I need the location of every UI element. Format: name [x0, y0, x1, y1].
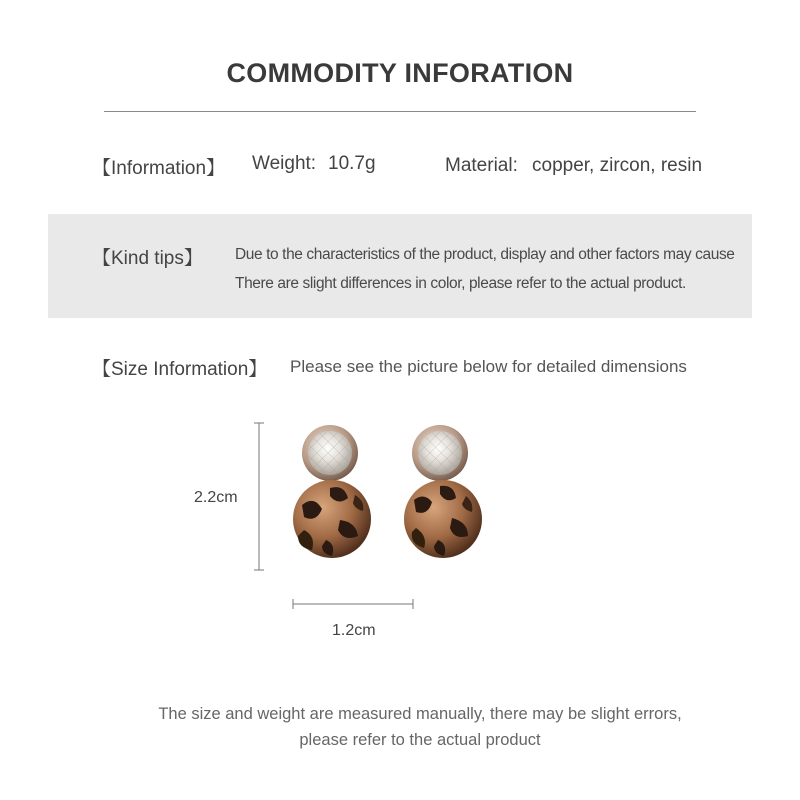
- earring-left: [293, 425, 371, 558]
- kind-tips-line-1: Due to the characteristics of the product, display and other factors may cause: [235, 246, 735, 263]
- weight-value: 10.7g: [328, 153, 376, 174]
- material-value: copper, zircon, resin: [532, 155, 703, 176]
- height-dimension-line: [254, 423, 264, 570]
- material-label: Material:: [445, 155, 518, 176]
- height-dimension-label: 2.2cm: [194, 489, 238, 506]
- kind-tips-label: 【Kind tips】: [92, 248, 203, 269]
- size-information-note: Please see the picture below for detailed dimensions: [290, 357, 687, 376]
- footer-note-line-1: The size and weight are measured manually, there may be slight errors,: [158, 705, 682, 723]
- width-dimension-line: [293, 599, 413, 609]
- width-dimension-label: 1.2cm: [332, 622, 376, 639]
- weight-label: Weight:: [252, 153, 317, 174]
- earring-right: [404, 425, 482, 558]
- footer-note-line-2: please refer to the actual product: [299, 731, 541, 749]
- information-label: 【Information】: [92, 158, 226, 179]
- size-information-label: 【Size Information】: [92, 359, 268, 380]
- kind-tips-line-2: There are slight differences in color, please refer to the actual product.: [235, 275, 686, 292]
- page-title: COMMODITY INFORATION: [226, 58, 574, 88]
